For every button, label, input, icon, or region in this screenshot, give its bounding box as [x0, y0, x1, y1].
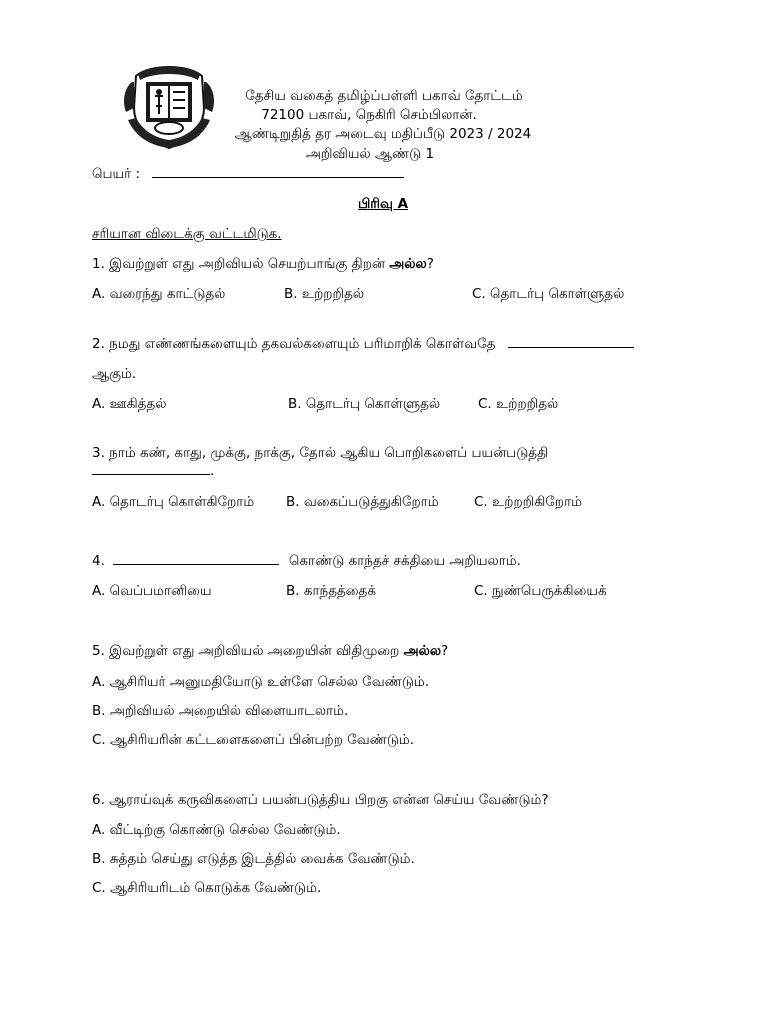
question-3-line2: . [92, 463, 214, 479]
emphasis-word: அல்ல [403, 643, 442, 659]
question-2-line1: 2. நமது எண்ணங்களையும் தகவல்களையும் பரிமாறிக் கொள்வதே [92, 336, 634, 354]
q5-option-c[interactable]: C. ஆசிரியரின் கட்டளைகளைப் பின்பற்ற வேண்டும். [92, 732, 415, 748]
q5-option-b[interactable]: B. அறிவியல் அறையில் விளையாடலாம். [92, 703, 349, 719]
q6-option-a[interactable]: A. வீட்டிற்கு கொண்டு செல்ல வேண்டும். [92, 822, 341, 838]
name-blank-line[interactable] [152, 177, 404, 178]
section-title: பிரிவு A [357, 196, 409, 212]
question-4: 4. கொண்டு காந்தச் சக்தியை அறியலாம். [92, 553, 521, 569]
q6-option-b[interactable]: B. சுத்தம் செய்து எடுத்த இடத்தில் வைக்க வேண்டும். [92, 851, 415, 867]
q4-option-a[interactable]: A. வெப்பமானியை [92, 583, 212, 599]
name-field [92, 166, 404, 184]
q5-option-a[interactable]: A. ஆசிரியர் அனுமதியோடு உள்ளே செல்ல வேண்டும். [92, 674, 430, 690]
q1-option-a[interactable]: A. வரைந்து காட்டுதல் [92, 286, 226, 302]
question-1: 1. இவற்றுள் எது அறிவியல் செயற்பாங்கு திறன் அல்ல? [92, 256, 434, 272]
q4-answer-blank[interactable] [113, 564, 279, 565]
q3-answer-blank[interactable] [92, 474, 210, 475]
q4-option-b[interactable]: B. காந்தத்தைக் [286, 583, 376, 599]
emphasis-word: அல்ல [389, 256, 427, 272]
q3-option-c[interactable]: C. உற்றறிகிறோம் [474, 494, 582, 510]
q2-option-b[interactable]: B. தொடர்பு கொள்ளுதல் [288, 396, 441, 412]
exam-title: ஆண்டிறுதித் தர அடைவு மதிப்பீடு 2023 / 2024 [234, 126, 532, 142]
school-name: தேசிய வகைத் தமிழ்ப்பள்ளி பகாவ் தோட்டம் [245, 88, 523, 104]
q6-option-c[interactable]: C. ஆசிரியரிடம் கொடுக்க வேண்டும். [92, 880, 322, 896]
q1-option-c[interactable]: C. தொடர்பு கொள்ளுதல் [472, 286, 625, 302]
subject-title: அறிவியல் ஆண்டு 1 [305, 146, 435, 162]
q3-option-a[interactable]: A. தொடர்பு கொள்கிறோம் [92, 494, 255, 510]
q3-option-b[interactable]: B. வகைப்படுத்துகிறோம் [286, 494, 439, 510]
name-label: பெயர் : [92, 166, 141, 182]
q2-option-c[interactable]: C. உற்றறிதல் [478, 396, 559, 412]
question-5: 5. இவற்றுள் எது அறிவியல் அறையின் விதிமுறை அல்ல? [92, 643, 449, 659]
q2-option-a[interactable]: A. ஊகித்தல் [92, 396, 167, 412]
question-3-line1: 3. நாம் கண், காது, முக்கு, நாக்கு, தோல் ஆகிய பொறிகளைப் பயன்படுத்தி [92, 445, 549, 461]
q2-answer-blank[interactable] [508, 347, 634, 348]
question-2-line2: ஆகும். [92, 366, 137, 382]
section-instruction: சரியான விடைக்கு வட்டமிடுக. [92, 226, 282, 242]
q1-option-b[interactable]: B. உற்றறிதல் [284, 286, 365, 302]
school-address: 72100 பகாவ், நெகிரி செம்பிலான். [261, 107, 477, 123]
school-crest-logo [122, 62, 216, 150]
q4-option-c[interactable]: C. நுண்பெருக்கியைக் [474, 583, 607, 599]
question-6: 6. ஆராய்வுக் கருவிகளைப் பயன்படுத்திய பிறகு என்ன செய்ய வேண்டும்? [92, 792, 549, 808]
